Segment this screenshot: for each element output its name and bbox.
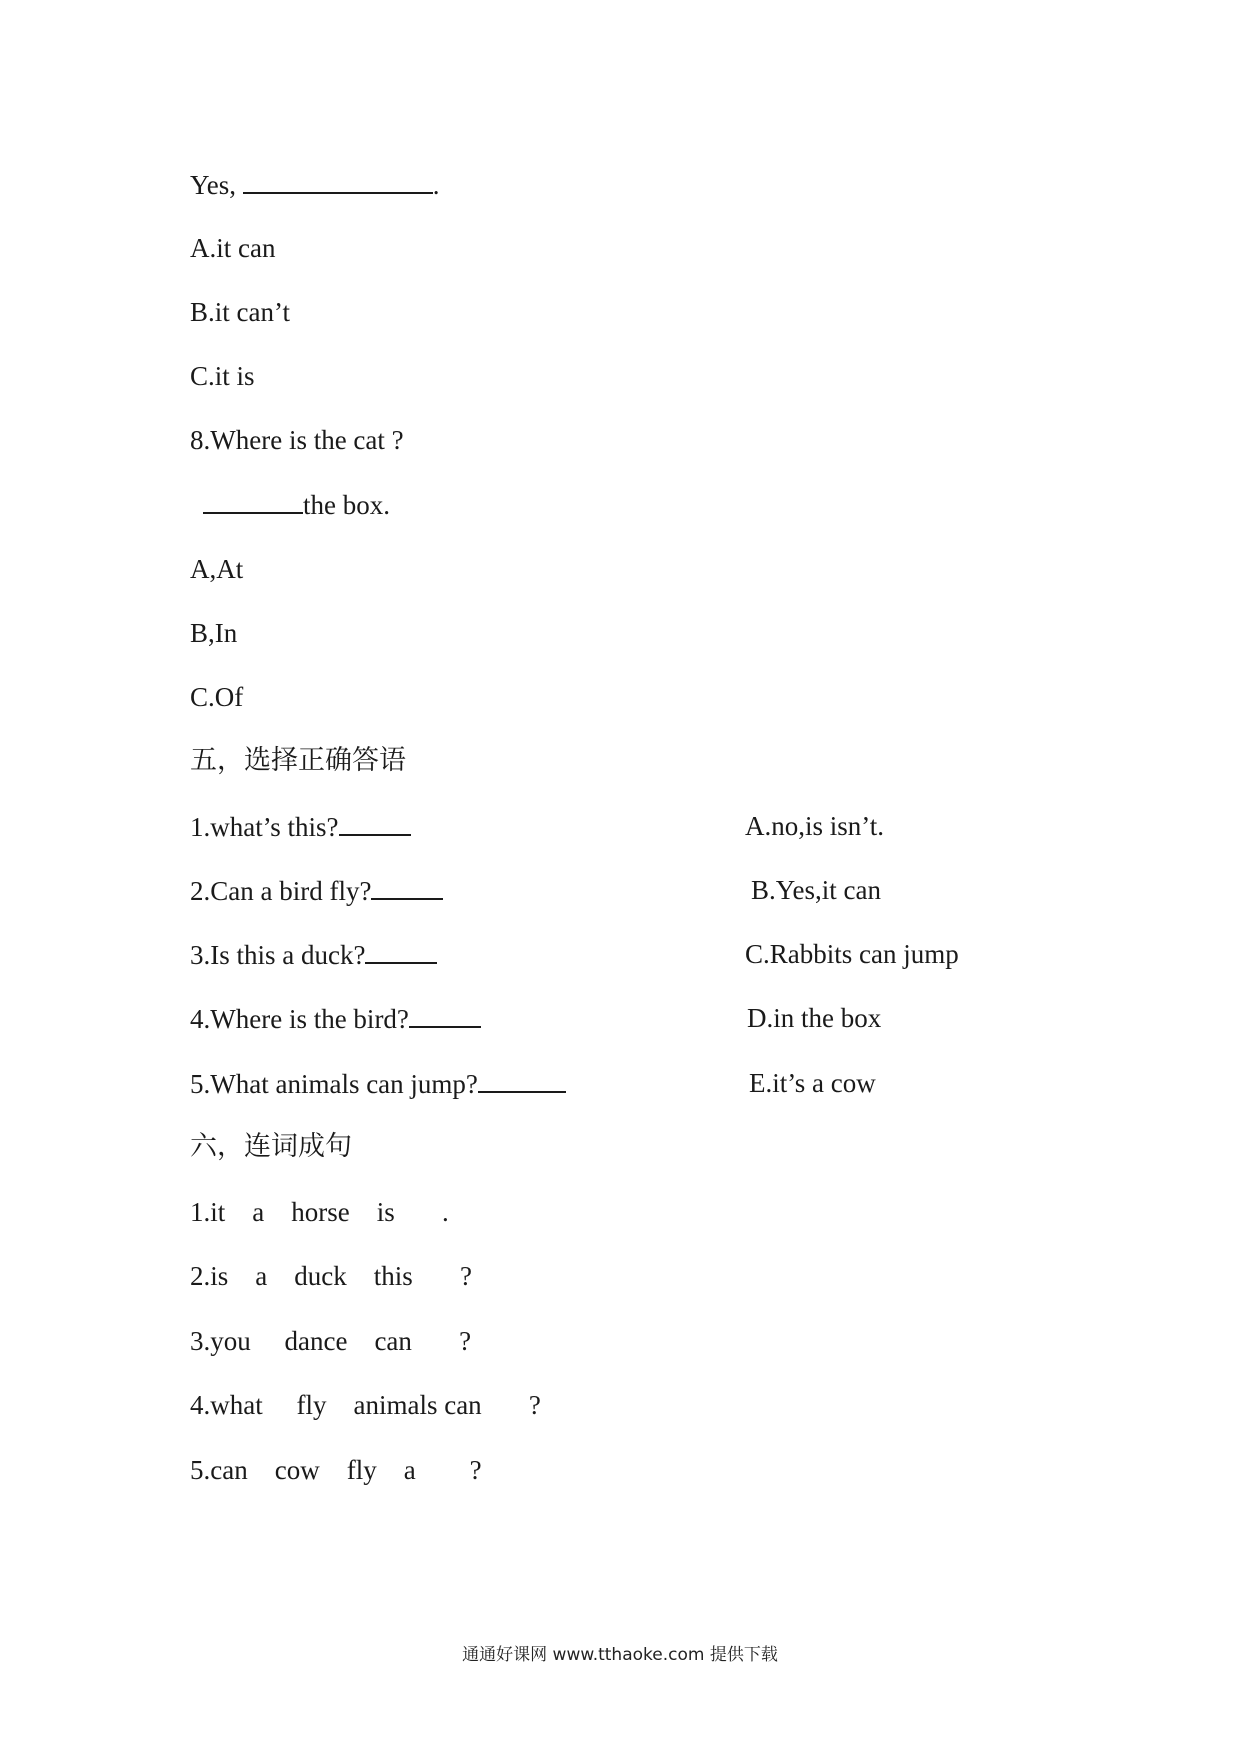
q7-answer-line	[190, 168, 440, 201]
section5-answer: A.no,is isn’t.	[745, 811, 885, 841]
section5-question	[190, 1067, 566, 1100]
section6-item: 1.it a horse is .	[190, 1197, 449, 1227]
section5-answer: B.Yes,it can	[751, 875, 882, 905]
section5-answer: E.it’s a cow	[749, 1068, 876, 1098]
section6-heading: 六，连词成句	[190, 1131, 352, 1162]
question-text: 1.what’s this?	[190, 812, 339, 842]
question-text: 5.What animals can jump?	[190, 1069, 478, 1099]
section5-answer: C.Rabbits can jump	[745, 939, 959, 969]
section5-heading: 五，选择正确答语	[190, 745, 406, 776]
answer-blank	[371, 874, 443, 900]
section6-item: 4.what fly animals can ?	[190, 1390, 541, 1420]
q7-option-b: B.it can’t	[190, 297, 290, 327]
q7-answer-prefix: Yes,	[190, 170, 243, 200]
question-text: 3.Is this a duck?	[190, 940, 366, 970]
answer-blank	[365, 938, 437, 964]
q8-option-c: C.Of	[190, 682, 244, 712]
section6-item: 2.is a duck this ?	[190, 1261, 472, 1291]
section5-question	[190, 810, 411, 843]
q7-answer-suffix: .	[432, 170, 440, 200]
answer-blank	[203, 488, 303, 514]
answer-blank	[478, 1067, 566, 1093]
footer-credit: 通通好课网 www.tthaoke.com 提供下载	[462, 1645, 778, 1665]
q8-option-b: B,In	[190, 618, 238, 648]
question-text: 4.Where is the bird?	[190, 1004, 409, 1034]
q8-answer-suffix: the box.	[303, 490, 390, 520]
q8-answer-line	[203, 488, 390, 521]
question-text: 2.Can a bird fly?	[190, 876, 372, 906]
q8-question: 8.Where is the cat ?	[190, 425, 404, 455]
section5-question	[190, 938, 437, 971]
answer-blank	[243, 168, 433, 194]
q7-option-c: C.it is	[190, 361, 255, 391]
section6-item: 3.you dance can ?	[190, 1326, 472, 1356]
answer-blank	[409, 1002, 481, 1028]
section5-question	[190, 1002, 481, 1035]
q7-option-a: A.it can	[190, 233, 276, 263]
section6-item: 5.can cow fly a ?	[190, 1455, 482, 1485]
section5-answer: D.in the box	[747, 1003, 882, 1033]
section5-question	[190, 874, 443, 907]
answer-blank	[339, 810, 411, 836]
q8-option-a: A,At	[190, 554, 244, 584]
